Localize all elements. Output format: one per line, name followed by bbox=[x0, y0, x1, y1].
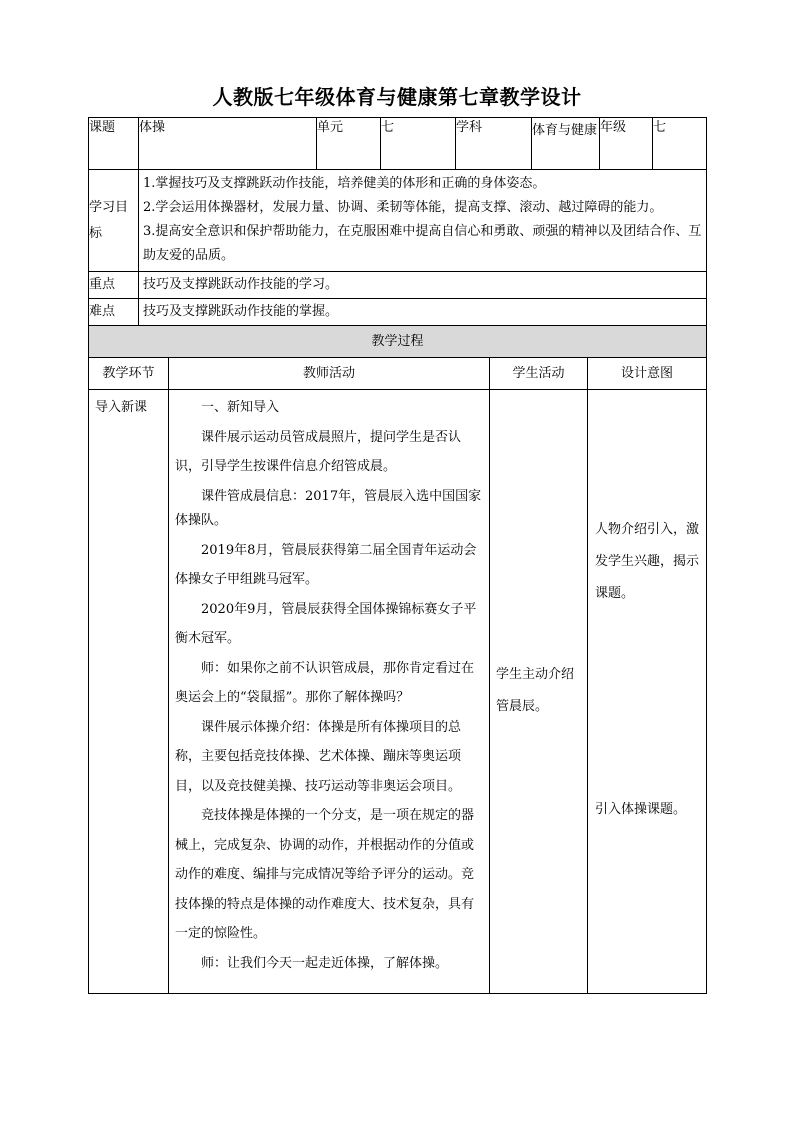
teacher-paragraph: 课件展示体操介绍：体操是所有体操项目的总称，主要包括竞技体操、艺术体操、蹦床等奥运项目，以及竞技健美操、技巧运动等非奥运会项目。 bbox=[175, 719, 462, 794]
teacher-activity bbox=[169, 390, 490, 994]
topic-label: 课题 bbox=[89, 118, 139, 170]
subject-label: 学科 bbox=[456, 118, 532, 170]
difficulty-row bbox=[89, 299, 707, 326]
column-header: 学生活动 bbox=[490, 358, 588, 390]
process-row bbox=[89, 390, 707, 994]
subject-value: 体育与健康 bbox=[532, 118, 600, 170]
header-row bbox=[89, 118, 707, 170]
teacher-paragraph: 课件管成晨信息：2017年，管晨辰入选中国国家体操队。 bbox=[175, 488, 482, 528]
key-point-value: 技巧及支撑跳跃动作技能的学习。 bbox=[139, 272, 707, 299]
student-activity bbox=[490, 390, 588, 994]
design-intent-text: 人物介绍引入，激发学生兴趣，揭示课题。 bbox=[595, 522, 700, 601]
unit-value: 七 bbox=[381, 118, 456, 170]
column-header: 教学环节 bbox=[89, 358, 169, 390]
goals-row bbox=[89, 170, 707, 272]
grade-label: 年级 bbox=[600, 118, 653, 170]
design-intent bbox=[588, 390, 707, 994]
teacher-paragraph: 课件展示运动员管成晨照片，提问学生是否认识，引导学生按课件信息介绍管成晨。 bbox=[175, 429, 462, 474]
lesson-info-table bbox=[88, 117, 707, 326]
process-column-headers bbox=[89, 358, 707, 390]
teacher-paragraph: 2019年8月，管晨辰获得第二届全国青年运动会体操女子甲组跳马冠军。 bbox=[175, 542, 477, 587]
teacher-paragraph: 竞技体操是体操的一个分支，是一项在规定的器械上，完成复杂、协调的动作，并根据动作的分值或动作的难度、编排与完成情况等给予评分的运动。竞技体操的特点是体操的动作难度大、技术复杂，具有一定的惊险性。 bbox=[175, 808, 475, 941]
student-activity-text: 学生主动介绍管晨辰。 bbox=[496, 666, 575, 714]
goal-item: 1.掌握技巧及支撑跳跃动作技能，培养健美的体形和正确的身体姿态。 bbox=[143, 176, 546, 191]
goal-item: 3.提高安全意识和保护帮助能力，在克服困难中提高自信心和勇敢、顽强的精神以及团结合作、互助友爱的品质。 bbox=[143, 224, 702, 263]
key-point-label: 重点 bbox=[89, 272, 139, 299]
unit-label: 单元 bbox=[317, 118, 381, 170]
stage-label: 导入新课 bbox=[89, 390, 169, 994]
difficulty-label: 难点 bbox=[89, 299, 139, 326]
teacher-paragraph: 师：让我们今天一起走近体操，了解体操。 bbox=[201, 955, 449, 971]
teacher-paragraph: 师：如果你之前不认识管成晨，那你肯定看过在奥运会上的“袋鼠摇”。那你了解体操吗？ bbox=[175, 660, 475, 705]
teaching-process-table bbox=[88, 325, 707, 994]
difficulty-value: 技巧及支撑跳跃动作技能的掌握。 bbox=[139, 299, 707, 326]
process-heading: 教学过程 bbox=[89, 326, 707, 358]
document-title: 人教版七年级体育与健康第七章教学设计 bbox=[212, 85, 582, 109]
goal-item: 2.学会运用体操器材，发展力量、协调、柔韧等体能，提高支撑、滚动、越过障碍的能力。 bbox=[143, 200, 663, 215]
teacher-paragraph: 2020年9月，管晨辰获得全国体操锦标赛女子平衡木冠军。 bbox=[175, 601, 477, 646]
column-header: 教师活动 bbox=[169, 358, 490, 390]
goals-list bbox=[139, 170, 707, 272]
column-header: 设计意图 bbox=[588, 358, 707, 390]
teacher-paragraph: 一、新知导入 bbox=[201, 400, 280, 415]
goals-label: 学习目标 bbox=[89, 170, 139, 272]
key-point-row bbox=[89, 272, 707, 299]
topic-value: 体操 bbox=[139, 118, 317, 170]
grade-value: 七 bbox=[653, 118, 707, 170]
design-intent-text: 引入体操课题。 bbox=[595, 802, 687, 817]
